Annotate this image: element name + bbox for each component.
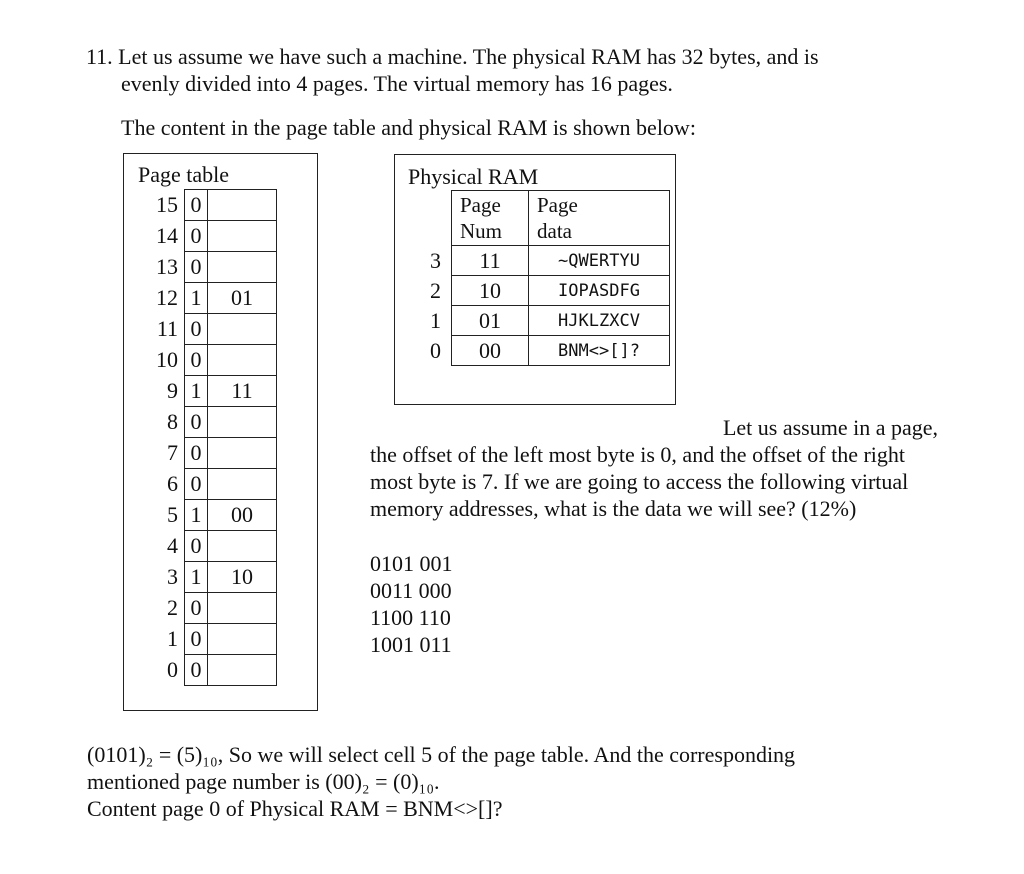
page-table-row — [140, 407, 277, 438]
page-table-valid-bit: 0 — [185, 190, 208, 221]
page-table-frame-number — [208, 593, 277, 624]
page-table-page-number: 12 — [156, 285, 178, 310]
ram-page-data: HJKLZXCV — [529, 306, 670, 336]
ram-page-data: BNM<>[]? — [529, 336, 670, 366]
question-line-1: 11. Let us assume we have such a machine. The physical RAM has 32 bytes, and is — [86, 44, 819, 69]
page-table-page-number: 6 — [167, 471, 178, 496]
page-table-valid-bit: 1 — [185, 283, 208, 314]
address-item: 1100 110 — [370, 605, 451, 630]
physical-ram-row — [415, 276, 670, 306]
page-table-row — [140, 190, 277, 221]
physical-ram-header-row — [415, 191, 670, 246]
page-table-frame-number — [208, 407, 277, 438]
page-table-row — [140, 345, 277, 376]
page-table-page-number: 15 — [156, 192, 178, 217]
page-table-valid-bit: 1 — [185, 500, 208, 531]
page-table-row — [140, 655, 277, 686]
page-table-valid-bit: 1 — [185, 376, 208, 407]
page-table-valid-bit: 0 — [185, 345, 208, 376]
page-table-valid-bit: 1 — [185, 562, 208, 593]
page-table-valid-bit: 0 — [185, 314, 208, 345]
page-table-page-number: 13 — [156, 254, 178, 279]
page-table-page-number: 0 — [167, 657, 178, 682]
address-item: 0011 000 — [370, 578, 452, 603]
page-table-page-number: 7 — [167, 440, 178, 465]
physical-ram-row — [415, 336, 670, 366]
ram-frame-number: 0 — [430, 337, 441, 363]
page-table-frame-number: 10 — [208, 562, 277, 593]
page-table-valid-bit: 0 — [185, 469, 208, 500]
address-item: 1001 011 — [370, 632, 452, 657]
page-table-valid-bit: 0 — [185, 407, 208, 438]
header-page-data: Page data — [529, 191, 670, 246]
page-table-page-number: 1 — [167, 626, 178, 651]
page-table-frame-number — [208, 252, 277, 283]
page-table-page-number: 4 — [167, 533, 178, 558]
page-table-valid-bit: 0 — [185, 593, 208, 624]
page-table-frame-number — [208, 438, 277, 469]
page-table-row — [140, 593, 277, 624]
physical-ram-table — [415, 190, 670, 366]
answer-block — [87, 741, 795, 822]
question-paragraph: Let us assume in a page, the offset of the left most byte is 0, and the offset of the right most byte is 7. If we are going to access the following virtual memory addresses, what is the data we will see? (12%) — [370, 415, 938, 521]
page-table-valid-bit: 0 — [185, 655, 208, 686]
page-table-page-number: 10 — [156, 347, 178, 372]
page-table-valid-bit: 0 — [185, 624, 208, 655]
page-table-row — [140, 376, 277, 407]
answer-line-2: mentioned page number is (00)₂ = (0)₁₀. — [87, 769, 440, 794]
page-table-row — [140, 531, 277, 562]
answer-line-1: (0101)₂ = (5)₁₀, So we will select cell 5 of the page table. And the corresponding — [87, 742, 796, 767]
page-table-row — [140, 283, 277, 314]
ram-page-number: 10 — [452, 276, 529, 306]
page-table-row — [140, 438, 277, 469]
page-table-frame-number: 11 — [208, 376, 277, 407]
address-item: 0101 001 — [370, 551, 453, 576]
page-table-row — [140, 500, 277, 531]
page-table-row — [140, 314, 277, 345]
page-table-page-number: 2 — [167, 595, 178, 620]
page-table-valid-bit: 0 — [185, 252, 208, 283]
page-table-title: Page table — [138, 162, 230, 187]
page-table-page-number: 5 — [167, 502, 178, 527]
page-table-frame-number — [208, 345, 277, 376]
page-table — [140, 189, 277, 686]
page-table-row — [140, 252, 277, 283]
page-table-row — [140, 562, 277, 593]
page-table-page-number: 14 — [156, 223, 178, 248]
page-table-valid-bit: 0 — [185, 531, 208, 562]
ram-page-number: 00 — [452, 336, 529, 366]
physical-ram-title: Physical RAM — [408, 164, 539, 189]
ram-frame-number: 2 — [430, 277, 441, 303]
ram-page-data: IOPASDFG — [529, 276, 670, 306]
page-table-row — [140, 624, 277, 655]
page-table-valid-bit: 0 — [185, 221, 208, 252]
physical-ram-row — [415, 246, 670, 276]
address-list — [370, 550, 453, 658]
ram-page-number: 11 — [452, 246, 529, 276]
page-table-frame-number — [208, 531, 277, 562]
page-table-frame-number — [208, 624, 277, 655]
header-page-num: Page Num — [452, 191, 529, 246]
ram-page-data: ~QWERTYU — [529, 246, 670, 276]
page-table-frame-number: 01 — [208, 283, 277, 314]
page-table-row — [140, 469, 277, 500]
page-table-frame-number — [208, 469, 277, 500]
answer-line-3: Content page 0 of Physical RAM = BNM<>[]? — [87, 796, 503, 821]
ram-page-number: 01 — [452, 306, 529, 336]
physical-ram-row — [415, 306, 670, 336]
page-table-page-number: 3 — [167, 564, 178, 589]
page-table-frame-number — [208, 190, 277, 221]
page-table-row — [140, 221, 277, 252]
page-table-page-number: 9 — [167, 378, 178, 403]
question-line-2: evenly divided into 4 pages. The virtual memory has 16 pages. — [121, 71, 673, 96]
page-table-frame-number: 00 — [208, 500, 277, 531]
page-table-frame-number — [208, 655, 277, 686]
ram-frame-number: 3 — [430, 247, 441, 273]
ram-frame-number: 1 — [430, 307, 441, 333]
page-table-page-number: 11 — [156, 316, 178, 341]
page-table-frame-number — [208, 314, 277, 345]
page-table-valid-bit: 0 — [185, 438, 208, 469]
page-table-frame-number — [208, 221, 277, 252]
question-line-3: The content in the page table and physical RAM is shown below: — [121, 115, 696, 140]
page-table-page-number: 8 — [167, 409, 178, 434]
